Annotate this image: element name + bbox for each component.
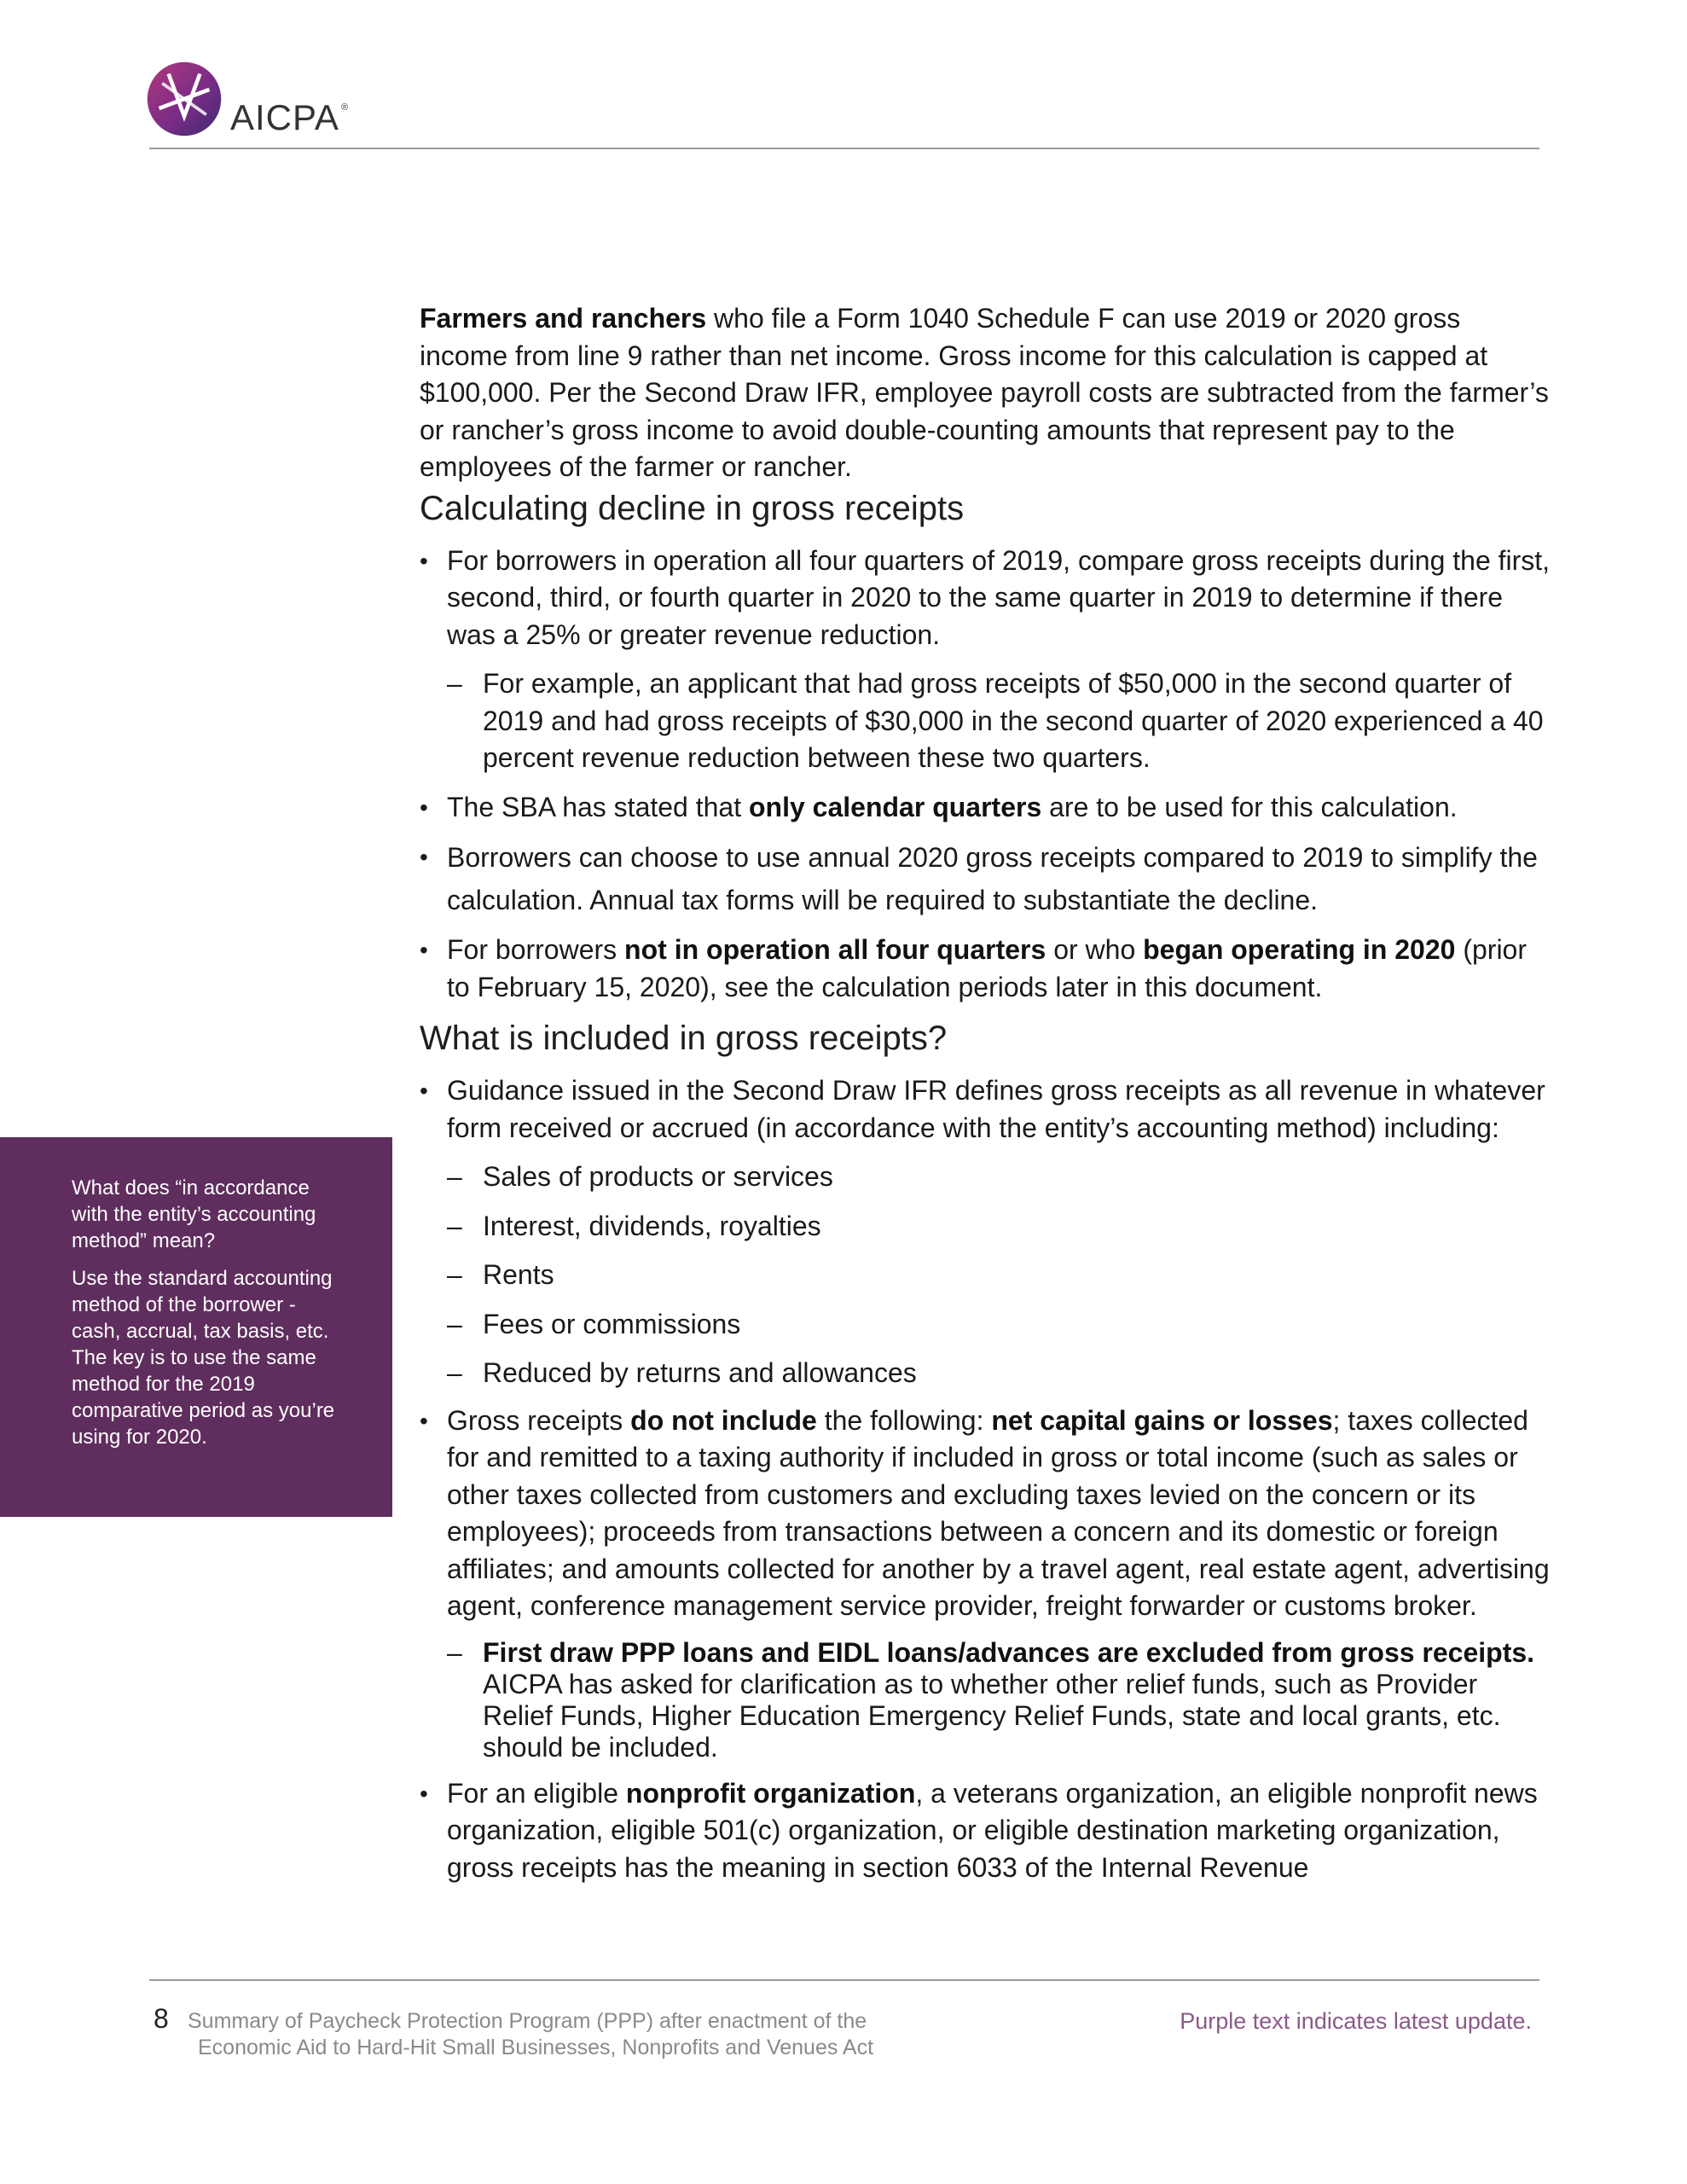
header-divider [149, 148, 1539, 149]
footer-divider [149, 1979, 1539, 1981]
section-heading-included: What is included in gross receipts? [420, 1019, 948, 1057]
list-item: – Interest, dividends, royalties [447, 1208, 1554, 1246]
footer-title-line2: Economic Aid to Hard-Hit Small Businesses, Nonprofits and Venues Act [198, 2036, 874, 2059]
logo-wordmark: AICPA ® [230, 97, 350, 137]
list-item: – Sales of products or services [447, 1159, 1554, 1196]
main-content [420, 300, 1554, 1896]
decline-bullet-list [420, 543, 1554, 1007]
footer-update-note: Purple text indicates latest update. [1180, 2008, 1532, 2034]
sub-list [447, 1637, 1554, 1763]
list-item: • Guidance issued in the Second Draw IFR defines gross receipts as all revenue in whatever form received or accrued (in accordance with the entity’s accounting method) including: – Sales of products or services – Interest, dividends, royalties – Rents – Fees or commissions – Reduced by returns and allowances [420, 1072, 1554, 1392]
intro-text: who file a Form 1040 Schedule F can use 2019 or 2020 gross income from line 9 rather than net income. Gross income for this calculation is capped at $100,000. Per the Second Draw IFR, employee payroll costs are subtracted from the farmer’s or rancher’s gross income to avoid double-counting amounts that represent pay to the employees of the farmer or rancher. [420, 303, 1549, 482]
section-heading-decline: Calculating decline in gross receipts [420, 489, 965, 527]
list-item: • Borrowers can choose to use annual 2020 gross receipts compared to 2019 to simplify the calculation. Annual tax forms will be required to substantiate the decline. [420, 836, 1554, 921]
list-item: – Reduced by returns and allowances [447, 1355, 1554, 1392]
list-item: • For borrowers in operation all four quarters of 2019, compare gross receipts during the first, second, third, or fourth quarter in 2020 to the same quarter in 2019 to determine if there was a 25% or greater revenue reduction. – For example, an applicant that had gross receipts of $50,000 in the second quarter of 2019 and had gross receipts of $30,000 in the second quarter of 2020 experienced a 40 percent revenue reduction between these two quarters. [420, 543, 1554, 777]
callout-answer: Use the standard accounting method of the borrower - cash, accrual, tax basis, etc. The key is to use the same method for the 2019 comparative period as you’re using for 2020. [72, 1267, 335, 1449]
aicpa-logo-icon [145, 60, 223, 138]
sidebar-callout [0, 1137, 392, 1517]
list-item: – Fees or commissions [447, 1306, 1554, 1344]
callout-question: What does “in accordance with the entity’s accounting method” mean? [72, 1176, 316, 1252]
sub-list [447, 665, 1554, 777]
list-item: – First draw PPP loans and EIDL loans/advances are excluded from gross receipts. AICPA has asked for clarification as to whether other relief funds, such as Provider Relief Funds, Higher Education Emergency Relief Funds, state and local grants, etc. should be included. [447, 1637, 1554, 1763]
list-item: – For example, an applicant that had gross receipts of $50,000 in the second quarter of 2019 and had gross receipts of $30,000 in the second quarter of 2020 experienced a 40 percent revenue reduction between these two quarters. [447, 665, 1554, 777]
intro-lead: Farmers and ranchers [420, 303, 707, 334]
page-number: 8 [154, 2003, 169, 2034]
list-item: – Rents [447, 1257, 1554, 1294]
list-item: • Gross receipts do not include the following: net capital gains or losses; taxes collected for and remitted to a taxing authority if included in gross or total income (such as sales or other taxes collected from customers and excluding taxes levied on the concern or its employees); proceeds from transactions between a concern and its domestic or foreign affiliates; and amounts collected for another by a travel agent, real estate agent, advertising agent, conference management service provider, freight forwarder or customs broker. – First draw PPP loans and EIDL loans/advances are excluded from gross receipts. AICPA has asked for clarification as to whether other relief funds, such as Provider Relief Funds, Higher Education Emergency Relief Funds, state and local grants, etc. should be included. [420, 1403, 1554, 1763]
intro-paragraph [420, 300, 1554, 486]
footer-title-line1: Summary of Paycheck Protection Program (PPP) after enactment of the [188, 2009, 867, 2033]
footer-title [188, 2008, 955, 2061]
included-bullet-list [420, 1072, 1554, 1886]
list-item: • For an eligible nonprofit organization, a veterans organization, an eligible nonprofit news organization, eligible 501(c) organization, or eligible destination marketing organization, gross receipts has the meaning in section 6033 of the Internal Revenue [420, 1775, 1554, 1887]
list-item: • The SBA has stated that only calendar quarters are to be used for this calculation. [420, 789, 1554, 827]
list-item: • For borrowers not in operation all four quarters or who began operating in 2020 (prior to February 15, 2020), see the calculation periods later in this document. [420, 932, 1554, 1006]
included-items-list [447, 1159, 1554, 1392]
